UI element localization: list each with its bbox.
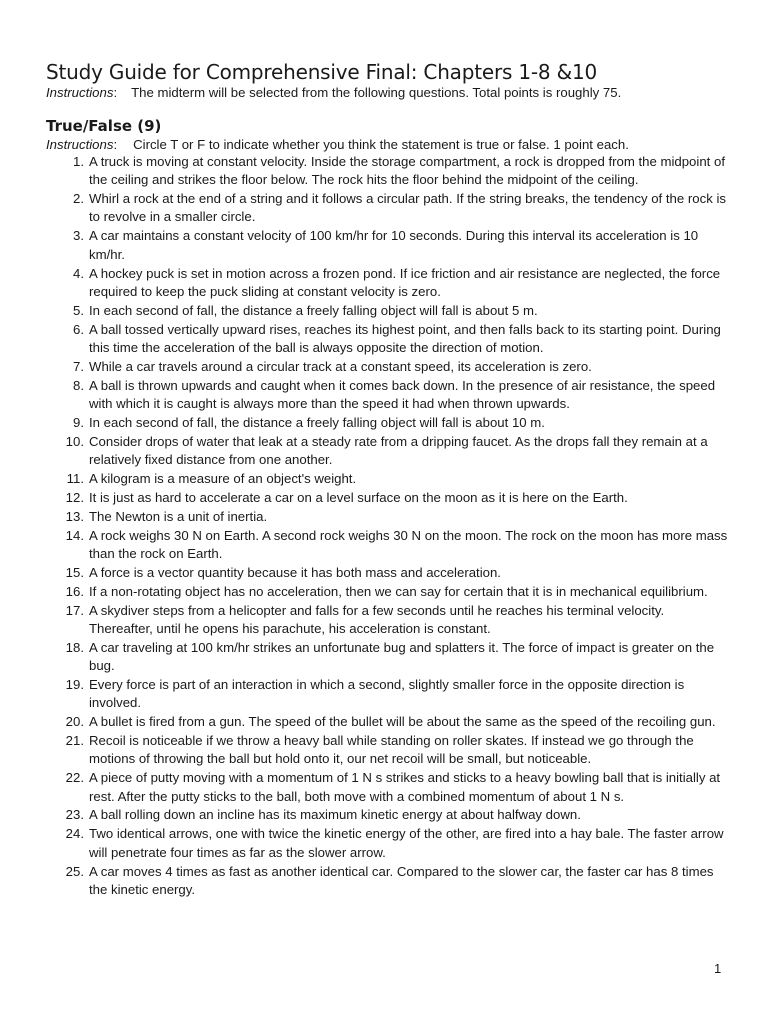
question-text: A kilogram is a measure of an object's weight. <box>89 470 357 486</box>
section-instructions: Instructions: Circle T or F to indicate whether you think the statement is true or false. 1 point each. <box>46 137 629 152</box>
question-number: 8. <box>73 377 84 393</box>
question-text: A ball tossed vertically upward rises, reaches its highest point, and then falls back to its starting point. During this time the acceleration of the ball is always opposite the direction of motion. <box>89 321 721 355</box>
question-number: 20. <box>65 714 84 730</box>
question-item <box>46 358 728 376</box>
question-number: 16. <box>65 583 84 599</box>
question-item <box>46 825 728 862</box>
question-number: 21. <box>65 733 84 749</box>
question-number: 3. <box>73 228 84 244</box>
question-number: 22. <box>65 770 84 786</box>
question-item <box>46 564 728 582</box>
question-text: In each second of fall, the distance a freely falling object will fall is about 5 m. <box>89 302 538 318</box>
question-item <box>46 508 728 526</box>
instructions-text: The midterm will be selected from the following questions. Total points is roughly 75. <box>131 85 622 100</box>
question-item <box>46 470 728 488</box>
question-number: 25. <box>65 863 84 879</box>
section-heading: True/False (9) <box>46 117 162 135</box>
question-text: A car traveling at 100 km/hr strikes an unfortunate bug and splatters it. The force of impact is greater on the bug. <box>89 639 715 674</box>
question-item <box>46 527 728 564</box>
question-number: 19. <box>65 677 84 692</box>
question-item <box>46 190 728 227</box>
question-item <box>46 639 728 676</box>
question-item <box>46 602 728 639</box>
question-number: 9. <box>73 414 84 430</box>
document-instructions: Instructions: The midterm will be selected from the following questions. Total points is roughly 75. <box>46 85 622 100</box>
question-number: 23. <box>65 807 84 823</box>
question-number: 17. <box>65 602 84 618</box>
question-number: 15. <box>65 564 84 580</box>
question-number: 10. <box>65 433 84 449</box>
question-number: 11. <box>66 470 84 486</box>
question-number: 6. <box>73 321 84 337</box>
question-text: Consider drops of water that leak at a steady rate from a dripping faucet. As the drops fall they remain at a relatively fixed distance from one another. <box>89 433 708 468</box>
question-text: It is just as hard to accelerate a car on a level surface on the moon as it is here on the Earth. <box>89 489 628 505</box>
question-number: 7. <box>73 358 84 374</box>
question-item <box>46 806 728 824</box>
document-title: Study Guide for Comprehensive Final: Chapters 1-8 &10 <box>46 60 598 84</box>
question-number: 12. <box>65 489 84 505</box>
question-list <box>46 153 728 899</box>
question-text: Whirl a rock at the end of a string and it follows a circular path. If the string breaks, the tendency of the rock is to revolve in a smaller circle. <box>89 191 726 225</box>
question-item <box>46 414 728 432</box>
question-number: 1. <box>73 154 84 169</box>
question-number: 5. <box>73 302 84 318</box>
question-number: 13. <box>65 508 84 524</box>
question-item <box>46 153 728 190</box>
question-item <box>46 265 728 302</box>
question-item <box>46 227 728 264</box>
page-number: 1 <box>714 961 722 976</box>
question-item <box>46 676 728 713</box>
question-text: A skydiver steps from a helicopter and falls for a few seconds until he reaches his terminal velocity. Thereafter, until he opens his parachute, his acceleration is constant. <box>89 602 665 636</box>
question-text: A piece of putty moving with a momentum of 1 N s strikes and sticks to a heavy bowling ball that is initially at rest. After the putty sticks to the ball, both move with a combined momentum of about 1 N s. <box>89 770 721 804</box>
question-text: Two identical arrows, one with twice the kinetic energy of the other, are fired into a hay bale. The faster arrow will penetrate four times as far as the slower arrow. <box>89 826 724 860</box>
question-number: 14. <box>65 527 84 543</box>
question-text: In each second of fall, the distance a freely falling object will fall is about 10 m. <box>89 414 545 430</box>
question-item <box>46 433 728 470</box>
question-text: Every force is part of an interaction in which a second, slightly smaller force in the opposite direction is involved. <box>89 677 685 711</box>
question-text: The Newton is a unit of inertia. <box>89 508 268 524</box>
question-item <box>46 713 728 731</box>
question-item <box>46 321 728 358</box>
question-text: While a car travels around a circular track at a constant speed, its acceleration is zero. <box>89 358 592 374</box>
question-text: A ball is thrown upwards and caught when it comes back down. In the presence of air resistance, the speed with which it is caught is always more than the speed it had when thrown upwards. <box>89 377 716 412</box>
question-number: 4. <box>73 265 84 281</box>
question-item <box>46 583 728 601</box>
section-instructions-text: Circle T or F to indicate whether you think the statement is true or false. 1 point each. <box>133 137 629 152</box>
question-text: A ball rolling down an incline has its maximum kinetic energy at about halfway down. <box>89 807 581 823</box>
question-number: 24. <box>65 826 84 842</box>
question-item <box>46 863 728 900</box>
question-item <box>46 377 728 414</box>
question-text: Recoil is noticeable if we throw a heavy ball while standing on roller skates. If instead we go through the motions of throwing the ball but hold onto it, our net recoil will be small, but noticeable. <box>89 733 694 767</box>
question-text: A hockey puck is set in motion across a frozen pond. If ice friction and air resistance are neglected, the force required to keep the puck sliding at constant velocity is zero. <box>89 265 721 299</box>
section-instructions-label: Instructions <box>46 137 114 152</box>
question-text: A force is a vector quantity because it has both mass and acceleration. <box>89 564 501 580</box>
question-number: 18. <box>65 639 84 655</box>
instructions-label: Instructions <box>46 85 114 100</box>
question-text: A truck is moving at constant velocity. Inside the storage compartment, a rock is dropped from the midpoint of the ceiling and strikes the floor below. The rock hits the floor behind the midpoint of the ceiling. <box>89 154 725 188</box>
question-text: A car moves 4 times as fast as another identical car. Compared to the slower car, the faster car has 8 times the kinetic energy. <box>89 863 714 897</box>
question-text: A car maintains a constant velocity of 100 km/hr for 10 seconds. During this interval its acceleration is 10 km/hr. <box>89 228 699 262</box>
question-text: A rock weighs 30 N on Earth. A second rock weighs 30 N on the moon. The rock on the moon has more mass than the rock on Earth. <box>89 527 728 561</box>
question-item <box>46 769 728 806</box>
question-item <box>46 732 728 769</box>
question-item <box>46 489 728 507</box>
question-text: If a non-rotating object has no acceleration, then we can say for certain that it is in mechanical equilibrium. <box>89 583 708 599</box>
question-item <box>46 302 728 320</box>
question-number: 2. <box>73 191 84 207</box>
question-text: A bullet is fired from a gun. The speed of the bullet will be about the same as the speed of the recoiling gun. <box>89 714 716 730</box>
